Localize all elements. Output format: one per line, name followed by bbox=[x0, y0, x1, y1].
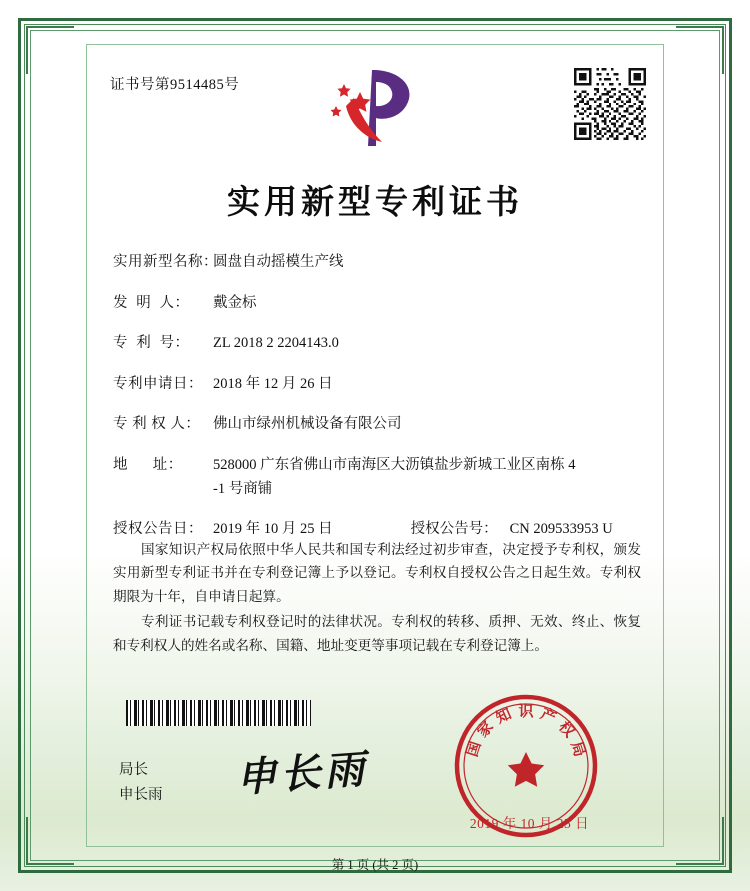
legal-text bbox=[113, 538, 641, 659]
page-footer: 第 1 页 (共 2 页) bbox=[331, 858, 419, 872]
svg-text:产: 产 bbox=[537, 706, 559, 728]
field-value: 2018 年 12 月 26 日 bbox=[213, 375, 333, 392]
page-title: 实用新型专利证书 bbox=[227, 185, 523, 221]
svg-text:权: 权 bbox=[555, 718, 578, 741]
legal-paragraph-2: 专利证书记载专利权登记时的法律状况。专利权的转移、质押、无效、终止、恢复和专利权人的姓名或名称、国籍、地址变更等事项记载在专利登记簿上。 bbox=[113, 614, 641, 653]
field-patentee bbox=[113, 414, 643, 435]
grant-number-label: 授权公告号： bbox=[410, 521, 498, 538]
field-label: 发 明 人： bbox=[113, 294, 190, 311]
field-grant-publication bbox=[113, 519, 643, 540]
field-value: ZL 2018 2 2204143.0 bbox=[213, 335, 339, 352]
field-invention-name bbox=[113, 252, 643, 273]
svg-text:识: 识 bbox=[518, 704, 534, 720]
svg-text:国: 国 bbox=[464, 739, 485, 759]
field-value: 圆盘自动摇模生产线 bbox=[213, 254, 344, 270]
qr-code bbox=[574, 68, 646, 140]
signature-block bbox=[119, 758, 163, 807]
field-address bbox=[113, 455, 643, 500]
field-application-date bbox=[113, 374, 643, 395]
barcode bbox=[126, 700, 311, 726]
field-value: 528000 广东省佛山市南海区大沥镇盐步新城工业区南栋 4 bbox=[213, 456, 576, 473]
field-value: 戴金标 bbox=[213, 294, 257, 311]
certificate-number: 证书号第9514485号 bbox=[110, 77, 240, 93]
svg-text:知: 知 bbox=[493, 706, 515, 728]
grant-date-value: 2019 年 10 月 25 日 bbox=[213, 521, 333, 538]
certificate-fields bbox=[113, 252, 643, 560]
cnipa-logo-icon bbox=[320, 62, 430, 154]
field-value-line2: -1 号商铺 bbox=[213, 480, 273, 497]
field-label: 专 利 权 人： bbox=[113, 416, 201, 433]
field-label: 实用新型名称： bbox=[113, 254, 218, 270]
field-inventor bbox=[113, 293, 643, 314]
grant-date-label: 授权公告日： bbox=[113, 521, 203, 538]
corner-ornament-top-left bbox=[26, 26, 74, 74]
field-label: 地 址： bbox=[113, 456, 183, 473]
field-value: 佛山市绿州机械设备有限公司 bbox=[213, 416, 402, 433]
field-label: 专利申请日： bbox=[113, 375, 203, 392]
legal-paragraph-1: 国家知识产权局依照中华人民共和国专利法经过初步审查，决定授予专利权，颁发实用新型专利证书并在专利登记簿上予以登记。专利权自授权公告之日起生效。专利权期限为十年，自申请日起算。 bbox=[113, 542, 641, 604]
svg-text:局: 局 bbox=[567, 739, 588, 759]
grant-number-value: CN 209533953 U bbox=[509, 521, 613, 538]
handwritten-signature: 申长雨 bbox=[234, 746, 370, 801]
field-label: 专 利 号： bbox=[113, 335, 190, 352]
director-name-label: 申长雨 bbox=[119, 786, 163, 803]
field-patent-number bbox=[113, 333, 643, 354]
seal-date: 2019 年 10 月 25 日 bbox=[469, 816, 590, 831]
director-title-label: 局长 bbox=[119, 762, 148, 778]
svg-text:家: 家 bbox=[474, 718, 497, 741]
corner-ornament-top-right bbox=[676, 26, 724, 74]
